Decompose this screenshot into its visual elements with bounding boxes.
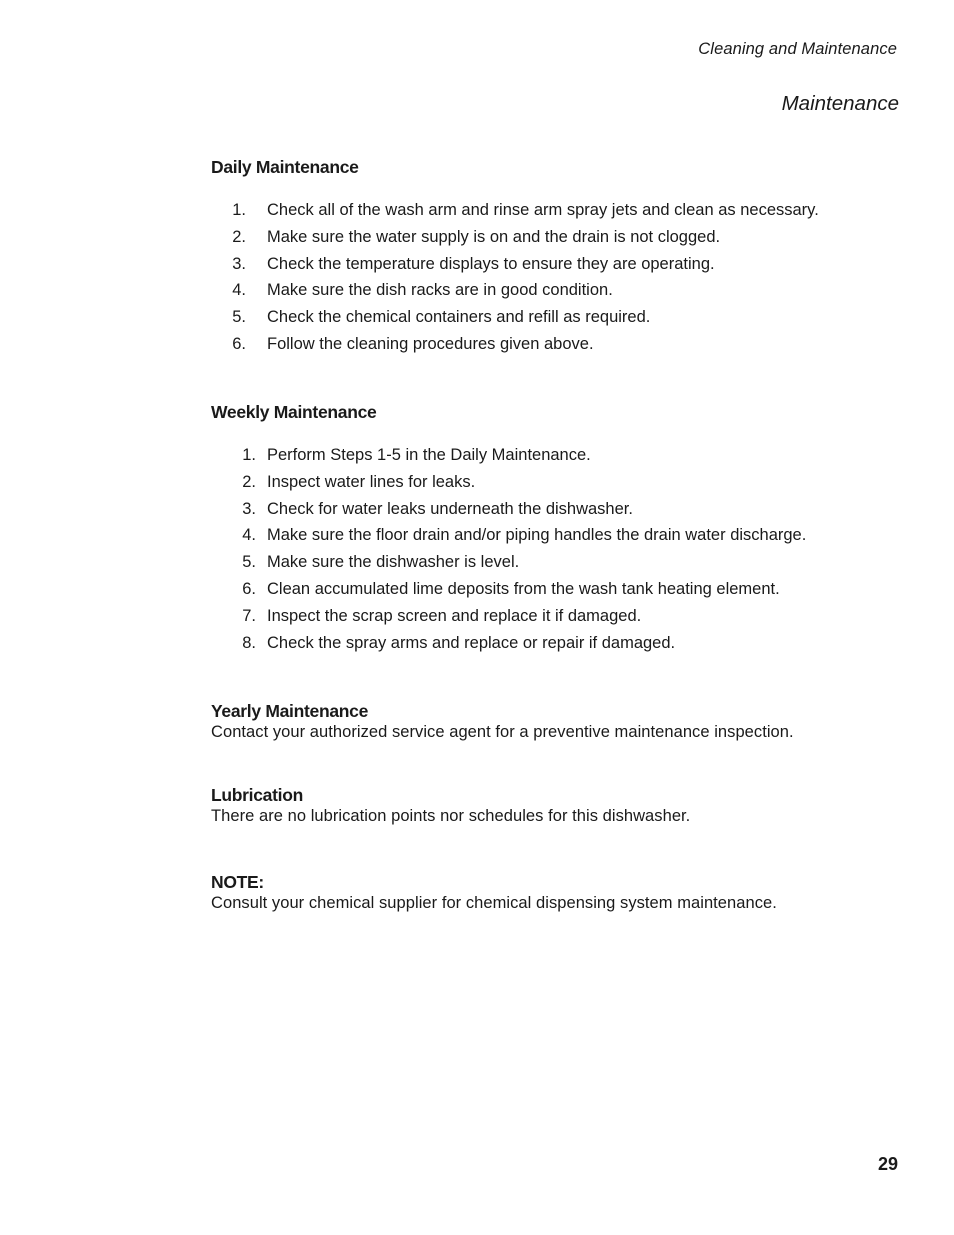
step-number: 4.: [242, 526, 256, 545]
step-number: 3.: [242, 499, 256, 518]
step-text: Inspect water lines for leaks.: [267, 472, 476, 491]
step-text: Make sure the water supply is on and the drain is not clogged.: [267, 227, 721, 246]
step-number: 7.: [242, 606, 256, 625]
lubrication-text: There are no lubrication points nor schedules for this dishwasher.: [211, 807, 691, 825]
step-text: Perform Steps 1-5 in the Daily Maintenance.: [267, 446, 591, 464]
weekly-maintenance-heading: Weekly Maintenance: [211, 402, 377, 422]
step-text: Make sure the floor drain and/or piping handles the drain water discharge.: [267, 526, 807, 545]
section-title: Maintenance: [781, 92, 899, 115]
step-text: Clean accumulated lime deposits from the wash tank heating element.: [267, 579, 780, 598]
step-number: 6.: [232, 334, 246, 353]
daily-maintenance-heading: Daily Maintenance: [211, 157, 359, 177]
note-heading: NOTE:: [211, 872, 264, 892]
step-number: 2.: [242, 472, 256, 491]
step-number: 1.: [242, 446, 256, 464]
yearly-maintenance-text: Contact your authorized service agent for a preventive maintenance inspection.: [211, 723, 794, 741]
step-text: Make sure the dish racks are in good condition.: [267, 281, 613, 300]
step-number: 3.: [232, 254, 246, 273]
step-number: 4.: [232, 281, 246, 300]
note-text: Consult your chemical supplier for chemical dispensing system maintenance.: [211, 894, 777, 912]
yearly-maintenance-heading: Yearly Maintenance: [211, 701, 369, 721]
lubrication-heading: Lubrication: [211, 785, 303, 805]
step-number: 5.: [232, 308, 246, 327]
step-text: Check for water leaks underneath the dishwasher.: [267, 499, 633, 518]
step-number: 5.: [242, 553, 256, 572]
page-number: 29: [877, 1154, 898, 1174]
step-number: 2.: [232, 227, 246, 246]
step-number: 6.: [242, 579, 256, 598]
step-text: Check all of the wash arm and rinse arm spray jets and clean as necessary.: [267, 201, 819, 219]
step-text: Check the spray arms and replace or repair if damaged.: [267, 633, 676, 652]
step-number: 8.: [242, 633, 256, 652]
step-text: Follow the cleaning procedures given above.: [267, 334, 594, 353]
step-number: 1.: [232, 201, 246, 219]
running-header: Cleaning and Maintenance: [698, 40, 897, 58]
step-text: Make sure the dishwasher is level.: [267, 553, 520, 572]
step-text: Check the temperature displays to ensure they are operating.: [267, 254, 715, 273]
step-text: Check the chemical containers and refill as required.: [267, 308, 651, 327]
step-text: Inspect the scrap screen and replace it if damaged.: [267, 606, 642, 625]
